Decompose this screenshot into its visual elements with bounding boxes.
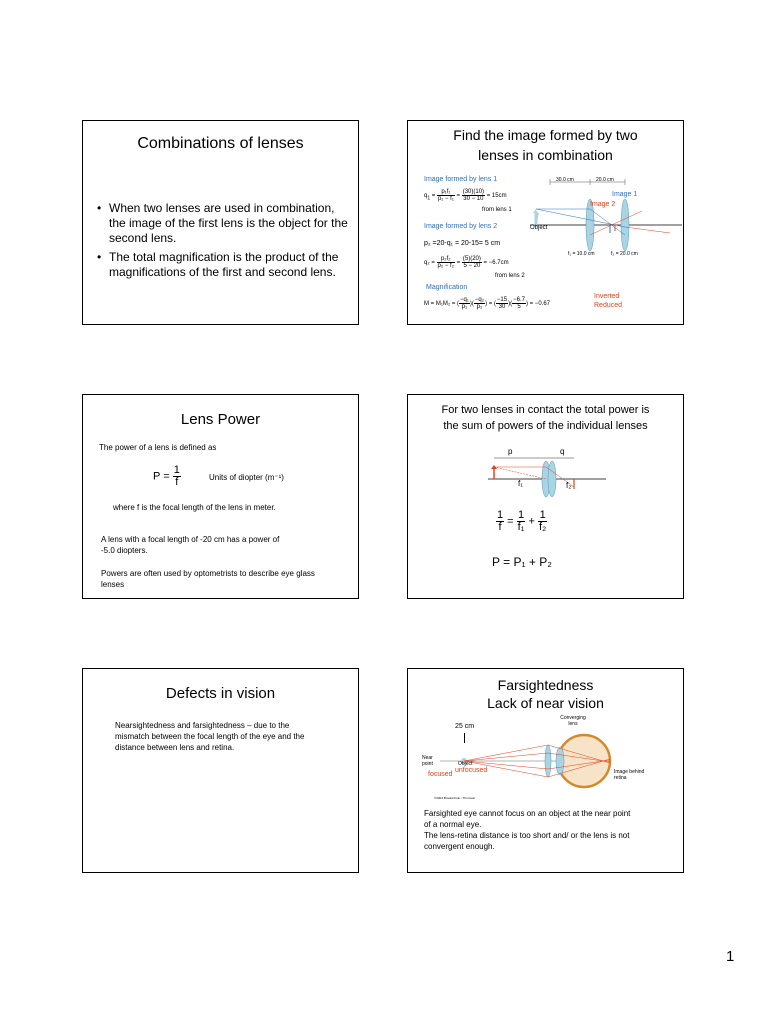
label-q: q	[560, 447, 565, 456]
label-object: Object	[458, 761, 473, 767]
slide-title-line2: the sum of powers of the individual lenses	[443, 420, 648, 432]
where-text: where f is the focal length of the lens in meter.	[113, 503, 276, 512]
label-f2: f₂ = 20.0 cm	[611, 251, 638, 257]
label-lens1: Image formed by lens 1	[424, 176, 498, 183]
example-line2: -5.0 diopters.	[101, 546, 148, 555]
bullet-item: • The total magnification is the product of the magnifications of the first and second lens.	[97, 250, 339, 279]
label-f1: f₁	[518, 479, 523, 488]
slide-title: Lens Power	[180, 411, 261, 428]
slide-two-lenses-image	[407, 120, 684, 325]
label-f2: f₂	[566, 481, 572, 490]
label-inverted: Inverted	[594, 293, 620, 300]
label-unfocused: unfocused	[455, 767, 488, 774]
slide-title-line2: lenses in combination	[478, 147, 613, 163]
power-formula: P = $\frac{1}{f}$	[153, 464, 180, 488]
intro-text: The power of a lens is defined as	[99, 443, 217, 452]
powers-line1: Powers are often used by optometrists to describe eye glass	[101, 569, 315, 578]
label-p: p	[508, 447, 513, 456]
power-sum: P = P₁ + P₂	[492, 555, 552, 569]
from-lens2: from lens 2	[495, 273, 525, 279]
body-line3: The lens-retina distance is too short and/ or the lens is not	[424, 831, 630, 840]
slide-title-line1: Farsightedness	[497, 677, 594, 693]
bullet-list	[97, 201, 349, 280]
body-line2: of a normal eye.	[424, 820, 482, 829]
label-object: Object	[530, 225, 548, 231]
body-line4: convergent enough.	[424, 842, 495, 851]
example-line1: A lens with a focal length of -20 cm has a power of	[101, 535, 280, 544]
slide-title-line1: For two lenses in contact the total power is	[441, 404, 650, 416]
slide-title: Defects in vision	[165, 685, 276, 702]
label-image2: Image 2	[590, 201, 616, 208]
slide-defects-in-vision	[82, 668, 359, 873]
slide-lenses-in-contact	[407, 394, 684, 599]
equation-lens2: q₂ = $\frac{\text{p₂f₂}}{\text{p₂ − f₂}}$ = $\frac{(5)(20)}{5 - 20}$ = −6.7cm	[424, 256, 509, 269]
label-reduced: Reduced	[594, 302, 623, 309]
slide-combinations-of-lenses	[82, 120, 359, 325]
sum-of-reciprocals: $\frac{1}{f}$ = $\frac{1}{\text{f₁}}$ + $\frac{1}{\text{f₂}}$	[497, 509, 547, 533]
label-near-point: Near point	[422, 755, 433, 767]
slide-title: Combinations of lenses	[137, 135, 304, 152]
label-focused: focused	[428, 771, 453, 778]
slide-title-line1: Find the image formed by two	[453, 127, 638, 143]
label-25cm: 25 cm	[455, 723, 475, 730]
equation-lens1: $q_1$ = $\frac{\text{p₁f₁}}{\text{p₁ − f₁}}$ = $\frac{(30)(10)}{30 - 10}$ = 15cm	[424, 189, 507, 202]
slide-title-line2: Lack of near vision	[487, 695, 604, 711]
label-converging-lens: Converging lens	[560, 715, 586, 727]
body-line2: mismatch between the focal length of the eye and the	[115, 732, 305, 741]
label-image-behind-retina: Image behind retina	[614, 769, 645, 781]
label-distance-30: 30.0 cm	[556, 177, 574, 183]
from-lens1: from lens 1	[482, 207, 512, 213]
label-magnification: Magnification	[426, 284, 468, 291]
label-image1: Image 1	[612, 191, 638, 198]
units-text: Units of diopter (m⁻¹)	[209, 473, 284, 482]
label-f1: f₁ = 10.0 cm	[568, 251, 595, 257]
body-line1: Nearsightedness and farsightedness – due to the	[115, 721, 290, 730]
magnification-equation: M = M₁M₂ = ( $\frac{\text{−q₁}}{\text{p₁}}$ )( $\frac{\text{−q₂}}{\text{p₂}}$ ) = ( $\frac{-15}{30}$ )( $\frac{-6.7}{5}$ ) = −0.67	[424, 297, 550, 310]
bullet-item: • When two lenses are used in combination, the image of the first lens is the object for the second lens.	[97, 201, 348, 245]
eye-diagram	[424, 725, 624, 795]
slide-farsightedness	[407, 668, 684, 873]
label-distance-20: 20.0 cm	[596, 177, 614, 183]
contact-lens-diagram	[488, 453, 608, 503]
powers-line2: lenses	[101, 580, 125, 589]
page-number: 1	[726, 948, 735, 965]
two-lens-ray-diagram	[530, 173, 682, 263]
body-line3: distance between lens and retina.	[115, 743, 235, 752]
label-lens2: Image formed by lens 2	[424, 223, 498, 230]
slide-lens-power	[82, 394, 359, 599]
body-line1: Farsighted eye cannot focus on an object at the near point	[424, 809, 631, 818]
copyright-text: ©2004 Brooks/Cole - Thomson	[434, 796, 476, 800]
p2-equation: p₂ =20-q₁ = 20-15= 5 cm	[424, 240, 501, 247]
